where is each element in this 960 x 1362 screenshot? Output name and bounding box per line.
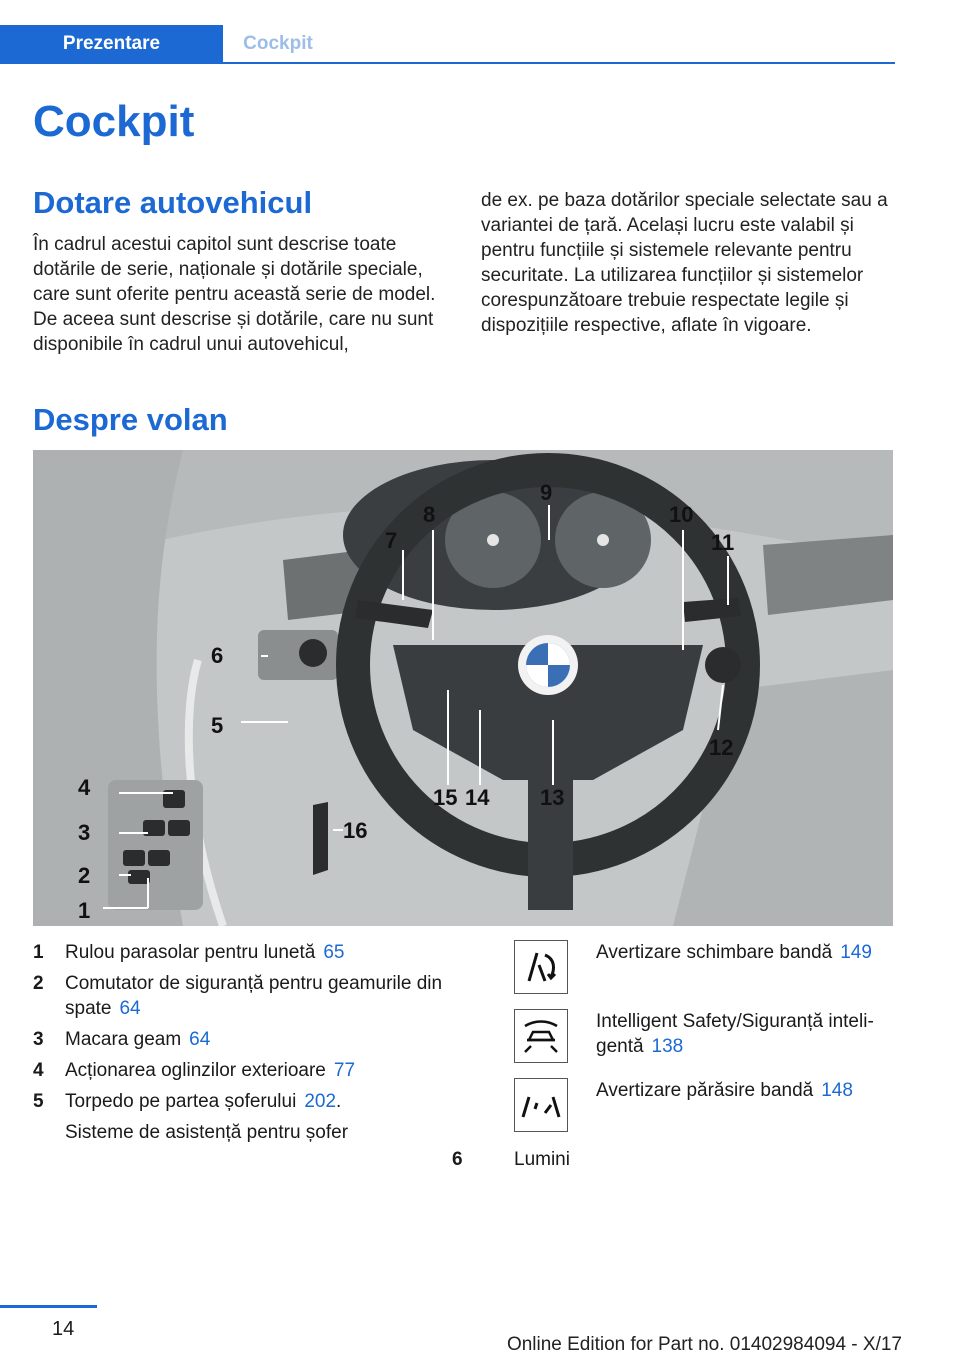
legend-item-6 (452, 1147, 894, 1172)
legend-text: Comutator de siguranță pentru geamurile din spate (65, 973, 443, 1019)
page-number: 14 (52, 1318, 75, 1340)
callout-3: 3 (78, 820, 91, 845)
callout-12: 12 (709, 735, 734, 760)
legend-text: Macara geam (65, 1029, 182, 1050)
legend-item-5 (33, 1089, 443, 1145)
section-heading-volan: Despre volan (33, 402, 228, 437)
callout-6: 6 (211, 643, 224, 668)
footer-rule (0, 1305, 97, 1308)
callout-15: 15 (433, 785, 458, 810)
legend-text: Lumini (514, 1149, 570, 1170)
callout-2: 2 (78, 863, 91, 888)
legend-list-right (452, 940, 894, 1172)
callout-5: 5 (211, 713, 224, 738)
legend-number: 4 (33, 1060, 44, 1081)
callout-8: 8 (423, 502, 436, 527)
legend-item-3 (33, 1027, 443, 1052)
page-reference-link[interactable]: 202 (304, 1091, 337, 1112)
legend-number: 6 (452, 1149, 463, 1170)
callout-4: 4 (78, 775, 91, 800)
legend-text: Acționarea oglinzilor exterioare (65, 1060, 326, 1081)
legend-number: 5 (33, 1091, 44, 1112)
legend-text: Torpedo pe partea șoferului (65, 1091, 297, 1112)
callout-10: 10 (669, 502, 694, 527)
page-reference-link[interactable]: 149 (840, 942, 872, 963)
legend-item-lane-change (514, 940, 894, 1009)
edition-note: Online Edition for Part no. 01402984094 - X/17 (506, 1334, 902, 1355)
legend-text: Intelligent Safety/Siguranță inteligentă (596, 1011, 874, 1057)
callout-11: 11 (711, 530, 735, 555)
page-reference-link[interactable]: 148 (821, 1080, 853, 1101)
page-reference-link[interactable]: 77 (333, 1060, 356, 1081)
legend-item-lane-departure (514, 1078, 894, 1147)
cockpit-illustration (33, 450, 893, 926)
callout-7: 7 (385, 528, 398, 553)
legend-item-2 (33, 971, 443, 1021)
lane-change-warning-icon (514, 940, 568, 994)
legend-text: Avertizare părăsire bandă (596, 1080, 814, 1101)
page-reference-link[interactable]: 64 (189, 1029, 211, 1050)
page-reference-link[interactable]: 65 (323, 942, 345, 963)
callout-16: 16 (343, 818, 368, 843)
callout-9: 9 (540, 480, 553, 505)
callout-13: 13 (540, 785, 565, 810)
page-reference-link[interactable]: 138 (651, 1036, 684, 1057)
chapter-tab-bar (0, 25, 895, 64)
intelligent-safety-icon (514, 1009, 568, 1063)
legend-text: Avertizare schimbare bandă (596, 942, 833, 963)
callout-14: 14 (465, 785, 490, 810)
legend-number: 1 (33, 942, 44, 963)
page-title: Cockpit (33, 97, 195, 146)
legend-item-1 (33, 940, 443, 965)
callout-1: 1 (78, 898, 91, 923)
tab-cockpit[interactable]: Cockpit (243, 33, 313, 54)
legend-text: Rulou parasolar pentru lunetă (65, 942, 316, 963)
legend-number: 3 (33, 1029, 44, 1050)
legend-item-intelligent-safety (514, 1009, 894, 1078)
lane-departure-warning-icon (514, 1078, 568, 1132)
page-reference-link[interactable]: 64 (119, 998, 141, 1019)
intro-paragraph-left: În cadrul acestui capitol sunt descrise toate dotările de serie, naționale și dotările speciale, care sunt oferite pentru această serie de model. De aceea sunt descrise și dotările, care nu sunt disponibile în cadrul unui autovehicul, (33, 234, 436, 355)
legend-number: 2 (33, 973, 44, 994)
legend-item-4 (33, 1058, 443, 1083)
legend-subtext: Sisteme de asistență pentru șofer (65, 1122, 349, 1143)
legend-suffix: . (336, 1091, 342, 1112)
section-heading-dotare: Dotare autovehicul (33, 185, 313, 220)
tab-prezentare[interactable]: Prezentare (0, 25, 223, 62)
steering-wheel-figure (33, 450, 893, 926)
intro-paragraph-right: de ex. pe baza dotărilor speciale selectate sau a variantei de țară. Același lucru este valabil și pentru funcțiile și sistemele relevante pentru securitate. La utilizarea funcțiilor și sistemelor corespunzătoare trebuie respectate legile și dispozițiile respective, aflate în vigoare. (481, 190, 888, 336)
legend-list-left (33, 940, 443, 1145)
